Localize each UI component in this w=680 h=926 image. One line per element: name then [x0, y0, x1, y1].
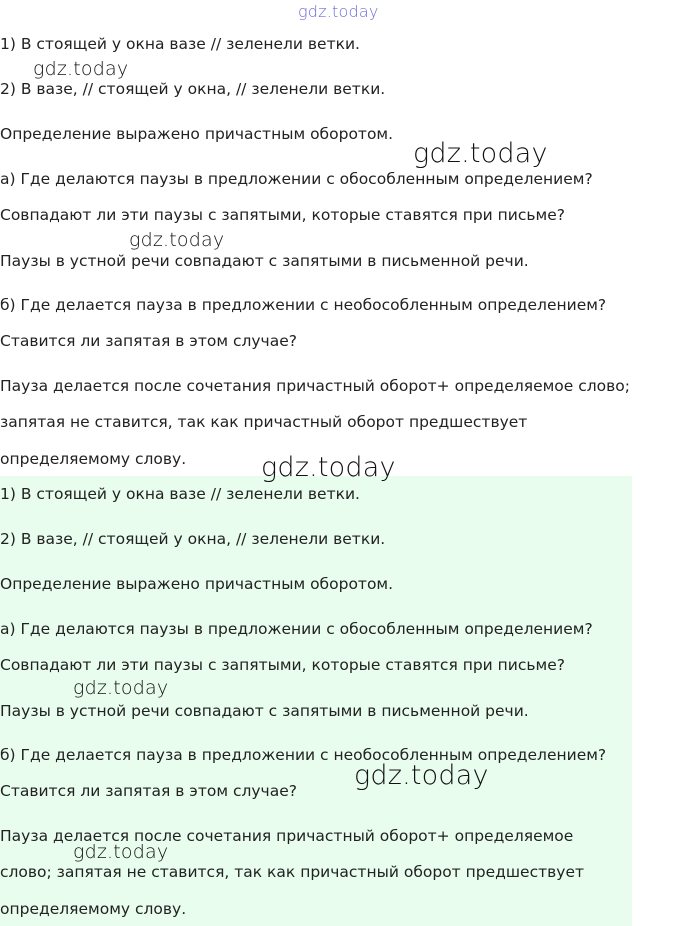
- s1-line-6: Паузы в устной речи совпадают с запятыми в письменной речи.: [0, 252, 529, 270]
- s2-line-11: определяемому слову.: [0, 900, 187, 918]
- s1-line-1: 1) В стоящей у окна вазе // зеленели ветки.: [0, 35, 360, 53]
- s1-line-3: Определение выражено причастным оборотом.: [0, 125, 394, 143]
- s2-line-5: Совпадают ли эти паузы с запятыми, которые ставятся при письме?: [0, 656, 565, 674]
- watermark: gdz.today: [73, 841, 169, 863]
- s2-line-10: слово; запятая не ставится, так как причастный оборот предшествует: [0, 863, 585, 881]
- s2-line-4: а) Где делаются паузы в предложении с обособленным определением?: [0, 620, 593, 638]
- watermark-top: gdz.today: [298, 2, 379, 21]
- watermark: gdz.today: [73, 677, 169, 699]
- watermark: gdz.today: [129, 229, 225, 251]
- s1-line-4: а) Где делаются паузы в предложении с обособленным определением?: [0, 170, 593, 188]
- s1-line-9: Пауза делается после сочетания причастный оборот+ определяемое слово;: [0, 377, 631, 395]
- s1-line-8: Ставится ли запятая в этом случае?: [0, 332, 297, 350]
- s1-line-11: определяемому слову.: [0, 450, 187, 468]
- watermark: gdz.today: [354, 760, 489, 791]
- watermark: gdz.today: [33, 58, 129, 80]
- s1-line-7: б) Где делается пауза в предложении с необособленным определением?: [0, 296, 607, 314]
- s2-line-7: б) Где делается пауза в предложении с необособленным определением?: [0, 746, 607, 764]
- s1-line-10: запятая не ставится, так как причастный оборот предшествует: [0, 413, 528, 431]
- s2-line-1: 1) В стоящей у окна вазе // зеленели ветки.: [0, 485, 360, 503]
- s1-line-2: 2) В вазе, // стоящей у окна, // зеленели ветки.: [0, 80, 386, 98]
- s2-line-6: Паузы в устной речи совпадают с запятыми в письменной речи.: [0, 702, 529, 720]
- watermark: gdz.today: [413, 138, 548, 169]
- s1-line-5: Совпадают ли эти паузы с запятыми, которые ставятся при письме?: [0, 206, 565, 224]
- s2-line-2: 2) В вазе, // стоящей у окна, // зеленели ветки.: [0, 530, 386, 548]
- watermark: gdz.today: [261, 452, 396, 483]
- s2-line-8: Ставится ли запятая в этом случае?: [0, 782, 297, 800]
- s2-line-9: Пауза делается после сочетания причастный оборот+ определяемое: [0, 827, 574, 845]
- s2-line-3: Определение выражено причастным оборотом.: [0, 575, 394, 593]
